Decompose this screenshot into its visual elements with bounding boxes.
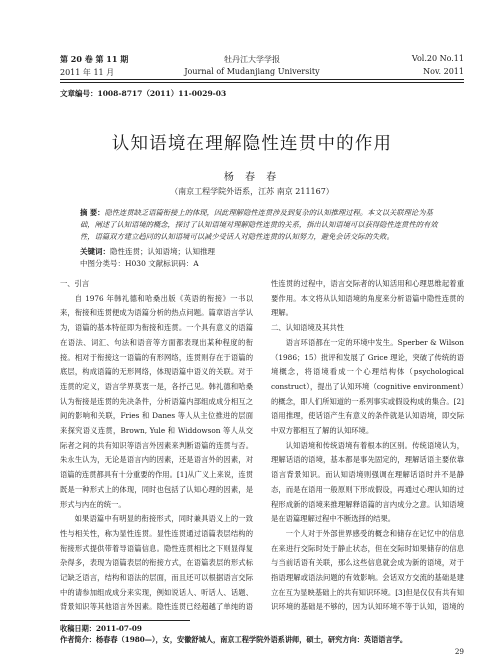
abstract-text: 隐性连贯缺乏语篇衔接上的体现，因此理解隐性连贯涉及到复杂的认知推理过程。本文以关联理论为基础，阐述了认知语境的概念，探讨了认知语境对理解隐性连贯的关系，指出认知语境可以获得隐性连贯性的有效性，语篇双方建立趋同的认知语境可以减少受话人对隐性连贯的认知努力，避免会话交际的失败。: [80, 208, 438, 242]
classification: 中图分类号：H030 文献标识码：A: [80, 259, 199, 268]
keywords: [80, 246, 215, 257]
abstract: [80, 207, 442, 244]
section-heading-1: 一、引言: [60, 279, 90, 288]
date-cn: 2011 年 11 月: [60, 68, 115, 77]
article-number: 文章编号：1008-8717（2011）11-0029-03: [60, 89, 227, 98]
date-en: Nov. 2011: [423, 67, 464, 76]
paragraph-continued: 性连贯的过程中，语言交际者的认知活用和心理思维起着重要作用。本文将从认知语境的角度来分析语篇中隐性连贯的理解。: [271, 279, 464, 318]
article-title: 认知语境在理解隐性连贯中的作用: [111, 134, 393, 154]
journal-name-cn: 牡丹江大学学报: [224, 55, 280, 64]
footnote-rule: [60, 620, 190, 621]
journal-name-en: Journal of Mudanjiang University: [184, 67, 320, 76]
keywords-text: 隐性连贯；认知语境；认知推理: [110, 247, 215, 256]
body-column-left: [60, 277, 253, 617]
page-number: 29: [454, 647, 464, 656]
paragraph: 语言环语都在一定的环境中发生。Sperber & Wilson（1986；15）批评和发展了 Grice 理论，突破了传统的语境概念，将语境看成一个心理结构体（psychological construct），提出了认知环境（cognitive environment）的概念，即人们所知道的一系列事实或假设构成的集合。[2]语用推理，使话语产生有意义的条件就是认知语境，即交际中双方都相互了解的认知环境。: [271, 337, 464, 436]
section-heading-2: 二、认知语境及其共性: [271, 323, 344, 333]
body-column-right: [271, 277, 464, 617]
paragraph: 自 1976 年韩礼德和哈桑出版《英语的衔接》一书以来，衔接和连贯便成为语篇分析的热点问题。篇章语言学认为，语篇的基本特征即为衔接和连贯。一个具有意义的语篇在语法、词汇、句法和语音等方面都表现出某种程度的衔接。相对于衔接这一语篇的有形网络，连贯则存在于语篇的底层，构成语篇的无形网络，体现语篇中语义的关联。对于连贯的定义，语言学界莫衷一是，各抒己见。韩礼德和哈桑认为衔接是连贯的先决条件，分析语篇内部组成成分相互之间的影响和关联，Fries 和 Danes 等人从主位推进的层面来探究语义连贯，Brown, Yule 和 Widdowson 等人从交际者之间的共有知识等语言外因素来判断语篇的连贯与否。朱永生认为，无论是语言内的因素，还是语言外的因素，对语篇的连贯都具有十分重要的作用。[1]从广义上来说，连贯既是一种形式上的体现，同时也包括了认知心理的因素，是形式与内在的统一。: [60, 293, 253, 509]
paragraph: 一个人对于外部世界感受的概念和储存在记忆中的信息在来进行交际时处于静止状态，但在交际时如果储存的信息与当前话语有关联，那么这些信息就会成为新的语境，对于指语理解或语法问题的有效影响。会话双方交流的基础是建立在互为显映基础上的共有知识环境。[3]但是仅仅有共有知识环境的基础是不够的，因为认知环境不等于认知，语境的: [271, 528, 464, 612]
paragraph: 认知语境和传统语境有着根本的区别。传统语境认为，理解话语的语境，基本都是事先固定的，理解话语主要依靠语言背景知识。而认知语境则强调在理解话语时并不是静态，而是在语用一般原则下形成假设，再通过心理认知的过程形成新的语境来推理解释语篇的言内成分之意。认知语境是在语篇理解过程中不断选择的结果。: [271, 440, 464, 524]
volume-issue-en: Vol.20 No.11: [411, 54, 464, 63]
paragraph: 如果语篇中有明显的衔接形式，同时兼具语义上的一致性与相关性，称为显性连贯。显性连贯通过语篇表层结构的衔接形式提供带着导语篇信息。隐性连贯相比之下则显得复杂得多，表现为语篇表层的衔接方式，在语篇表层的形式标记缺乏语言，结构和语法的层面，而且还可以根据语言交际中的请参加组成成分来实现，例如说话人、听话人、话题、背景知识等其他语言外因素。隐性连贯已经超越了单纯的语: [60, 514, 253, 612]
abstract-label: 摘 要：: [80, 208, 105, 217]
author-name: 杨 春 春: [223, 172, 281, 183]
received-date: 收稿日期：2011-07-09: [60, 624, 142, 633]
header-rule-thin: [60, 82, 464, 83]
header-rule: [60, 79, 464, 80]
volume-issue-cn: 第 20 卷 第 11 期: [60, 54, 129, 64]
author-bio: 作者简介：杨春春（1980—），女，安徽舒城人，南京工程学院外语系讲师，硕士，研究方向：英语语言学。: [60, 635, 408, 644]
affiliation: （南京工程学院外语系，江苏 南京 211167）: [170, 187, 334, 196]
keywords-label: 关键词：: [80, 247, 110, 256]
